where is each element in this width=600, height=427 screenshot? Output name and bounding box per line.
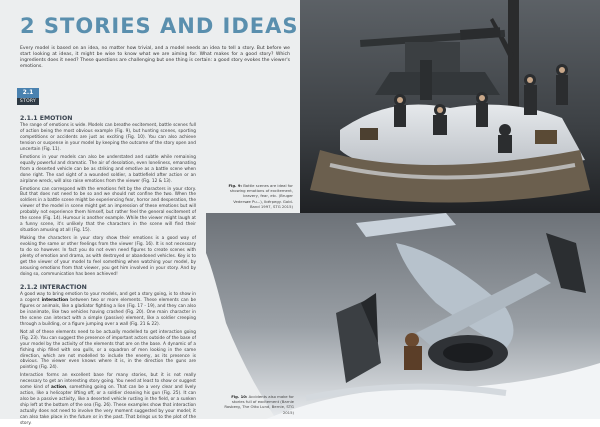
- emotion-body: [20, 123, 196, 278]
- interaction-paragraph: A good way to bring emotion to your models, and get a story going, is to show in a cogent interaction between two or more elements. These elements can be figures or animals, like a gladiator fighting a lion (Fig. 17 - 19), and they can also be inanimate, like two vehicles having crashed (Fig. 20). One main character in the scene can interact with a simple (passive) element, like a soldier creeping through a building, or a figure jumping over a wall (Fig. 21 & 22).: [20, 292, 196, 327]
- interaction-paragraph: Interaction forms an excellent base for many stories, but it is not really necessary to get an interesting story going. You need at least to show or suggest some kind of action, something going on. That can be a very clear and lively action, like a helicopter lifting off, or a soldier cleaning his gun (Fig. 25). It can also be a passive activity, like a deserted vehicle rusting in the field, or a sunken ship left at the bottom of the sea (Fig. 26). These examples show that interaction actually does not need to involve the very moment suggested by your model; it can also take place in the future or in the past. That brings us to the plot of the story.: [20, 373, 196, 427]
- interaction-body: [20, 292, 196, 427]
- interaction-paragraph: Not all of these elements need to be actually modelled to get interaction going (Fig. 23). You can suggest the presence of important actors outside of the base of your model by the activity of the elements that are on the base. A dynamic of a fishing ship filled with sea gulls, or a squadron of men looking in the same direction, which are not modelled to include the enemy, as its presence is obvious. The viewer even knows where it is, in the direction the guns are pointing (Fig. 24).: [20, 329, 196, 371]
- section-label: STORY: [17, 98, 39, 105]
- keyword-action: action: [51, 385, 67, 391]
- story-section-tag: [17, 88, 39, 104]
- emotion-paragraph: The range of emotions is wide. Models can breathe excitement, battle scenes full of action being the most obvious example (Fig. 9), but hunting scenes, sporting competitions or accidents are just as exciting (Fig. 10). You can also achieve tension or suspense in your model by keeping the outcome of the story open and uncertain (Fig. 11).: [20, 123, 196, 152]
- interaction-heading: 2.1.2 INTERACTION: [20, 284, 87, 291]
- keyword-interaction: interaction: [41, 297, 69, 303]
- chapter-title: 2 STORIES AND IDEAS: [20, 14, 299, 38]
- intro-paragraph: Every model is based on an idea, no matter how trivial, and a model needs an idea to tell a story. But before we start looking at ideas, it might be wise to know what we are aiming for. What makes for a good story? Which ingredients does it need? These questions are challenging but one thing is certain: a good story evokes the viewer's emotions.: [20, 46, 290, 70]
- emotion-paragraph: Making the characters in your story show their emotions is a good way of evoking the same or other feelings from the viewer (Fig. 16). It is not necessary to do so however. In fact you do not even need figures to create scenes with plenty of emotion and drama, as with destroyed or abandoned vehicles. Key is to get the viewer of your model to feel something when watching your model, by arousing emotions from that viewer, you get him involved in your story. And by doing so, communication has been achieved!: [20, 236, 196, 277]
- emotion-paragraph: Emotions can correspond with the emotions felt by the characters in your story. But that does not need to be so and we should not confine the two. When the soldiers in a battle scene might be experiencing fear, horror and desperation, the viewer of the model in scene might get an impression of these emotions but will probably not experience them himself, but rather feel the general excitement of the scene (Fig. 14). Humour is another example. While the viewer might laugh at a funny scene, it's unlikely that the characters in the scene will find their situation amusing at all (Fig. 15).: [20, 186, 196, 234]
- figure-10-caption: Fig. 10: Accidents also make for stories full of excitement (Barnie Rosberg, The Otto Lund, Bernie, STG 2015): [224, 394, 294, 415]
- plane-crash-diorama-photo: [206, 213, 600, 419]
- section-number-badge: 2.1: [17, 88, 39, 98]
- figure-9-caption: Fig. 9: Battle scenes are ideal for showing emotions of excitement, bravery, fear, etc. (Bruger Vedersøe Pu...), Ibérpegy. Gold-Band 1997, STG 2015): [228, 183, 293, 209]
- battle-diorama-photo: [300, 0, 600, 213]
- emotion-paragraph: Emotions in your models can also be understated and subtle while remaining equally powerful and dramatic. The air of desolation, even loneliness, emanating from a deserted vehicle can be as striking and emotive as a battle scene when done right. The sad sight of a wounded soldier, a battlefield after action or an airplane wreck, will also raise emotions from the viewer (Fig. 12 & 13).: [20, 154, 196, 184]
- emotion-heading: 2.1.1 EMOTION: [20, 115, 73, 122]
